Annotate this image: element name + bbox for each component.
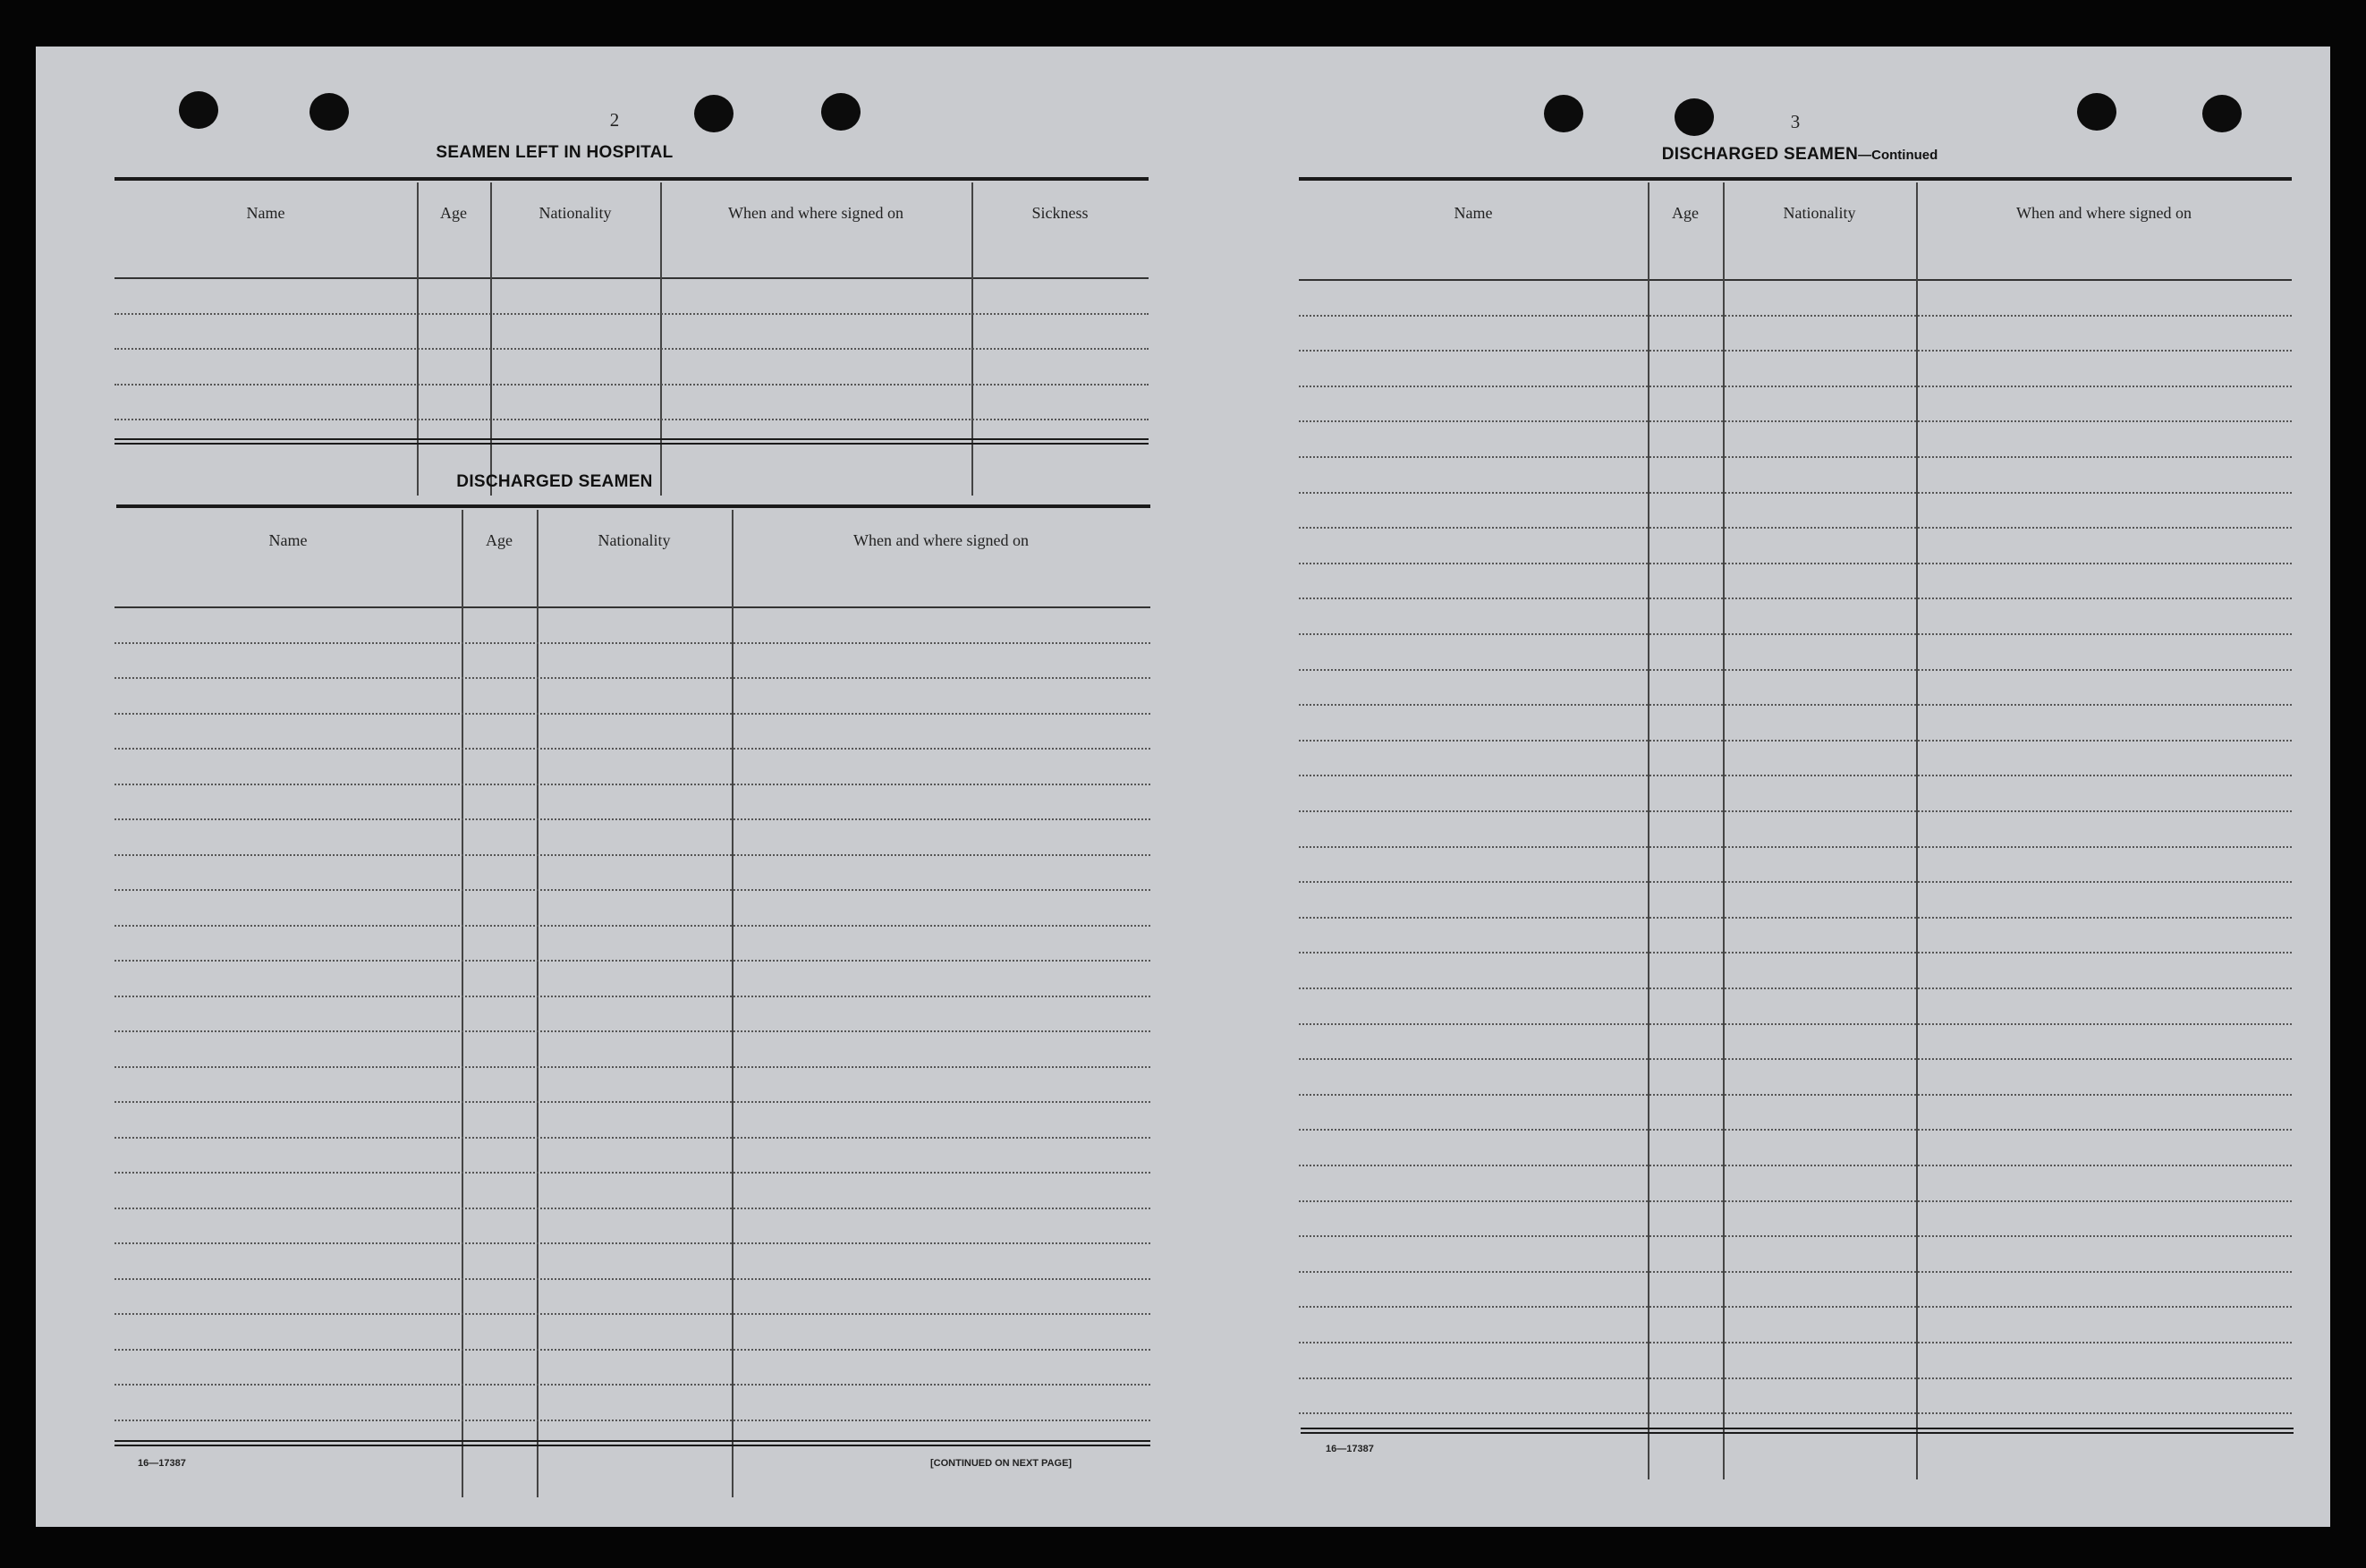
discharged-section-title: DISCHARGED SEAMEN xyxy=(456,472,653,491)
column-rule xyxy=(1723,182,1725,1479)
table-row xyxy=(114,1313,1150,1315)
table-row xyxy=(114,960,1150,962)
table-row xyxy=(114,854,1150,856)
column-header: Age xyxy=(440,204,467,222)
table-row xyxy=(1299,598,2292,599)
table-row xyxy=(1299,669,2292,671)
table-row xyxy=(1299,527,2292,529)
column-rule xyxy=(1648,182,1649,1479)
table-row xyxy=(1299,810,2292,812)
column-header: Name xyxy=(1454,204,1493,222)
column-header: When and where signed on xyxy=(2016,204,2192,222)
table-row xyxy=(1299,704,2292,706)
table-row xyxy=(1299,386,2292,387)
table-row xyxy=(1299,952,2292,954)
table-row xyxy=(1299,740,2292,742)
table-row xyxy=(1299,1165,2292,1166)
hospital-table xyxy=(114,182,1149,496)
table-row xyxy=(114,1384,1150,1386)
table-row xyxy=(1299,1412,2292,1414)
form-number: 16—17387 xyxy=(1326,1444,1374,1454)
table-row xyxy=(1299,1058,2292,1060)
table-row xyxy=(114,384,1149,386)
punch-hole xyxy=(1675,98,1714,136)
table-row xyxy=(114,677,1150,679)
punch-hole xyxy=(2077,93,2116,131)
column-header: Sickness xyxy=(1031,204,1089,222)
column-header: Nationality xyxy=(538,204,612,222)
table-row xyxy=(1299,1235,2292,1237)
bottom-rule xyxy=(1301,1428,2294,1434)
punch-hole xyxy=(310,93,349,131)
table-row xyxy=(1299,315,2292,317)
table-row xyxy=(114,925,1150,927)
title-rule xyxy=(1299,177,2292,181)
discharged-continued-table xyxy=(1299,182,2292,1479)
table-row xyxy=(1299,881,2292,883)
column-header: Nationality xyxy=(598,531,671,549)
punch-hole xyxy=(821,93,861,131)
table-row xyxy=(114,889,1150,891)
title-rule xyxy=(116,504,1150,508)
table-row xyxy=(1299,492,2292,494)
table-row xyxy=(1299,1306,2292,1308)
table-row xyxy=(1299,1129,2292,1131)
continued-note: [CONTINUED ON NEXT PAGE] xyxy=(930,1458,1073,1469)
column-rule xyxy=(417,182,419,496)
punch-hole xyxy=(1544,95,1583,132)
column-rule xyxy=(1916,182,1918,1479)
table-row xyxy=(1299,1377,2292,1379)
table-row xyxy=(114,818,1150,820)
bottom-rule xyxy=(114,1440,1150,1446)
punch-hole xyxy=(2202,95,2242,132)
table-row xyxy=(1299,1094,2292,1096)
table-row xyxy=(1299,1200,2292,1202)
column-rule xyxy=(490,182,492,496)
hospital-section-title: SEAMEN LEFT IN HOSPITAL xyxy=(436,143,674,162)
table-row xyxy=(114,996,1150,997)
column-rule xyxy=(971,182,973,496)
title-rule xyxy=(114,177,1149,181)
table-row xyxy=(1299,1342,2292,1343)
table-row xyxy=(1299,563,2292,564)
table-row xyxy=(114,1101,1150,1103)
table-row xyxy=(114,1208,1150,1209)
column-header: Nationality xyxy=(1783,204,1856,222)
page-number: 2 xyxy=(609,109,620,131)
column-rule xyxy=(660,182,662,496)
table-row xyxy=(1299,846,2292,848)
header-rule xyxy=(114,606,1150,608)
section-divider xyxy=(114,438,1149,445)
table-row xyxy=(114,1137,1150,1139)
column-header: Name xyxy=(268,531,308,549)
right-page xyxy=(1183,47,2330,1527)
table-row xyxy=(114,1030,1150,1032)
table-row xyxy=(114,313,1149,315)
table-row xyxy=(1299,350,2292,352)
table-row xyxy=(1299,1023,2292,1025)
table-row xyxy=(114,1420,1150,1421)
table-row xyxy=(1299,775,2292,776)
column-header: Name xyxy=(246,204,285,222)
table-row xyxy=(114,713,1150,715)
table-row xyxy=(114,1349,1150,1351)
title-suffix: —Continued xyxy=(1858,148,1938,163)
discharged-continued-title xyxy=(1558,145,2041,165)
table-row xyxy=(1299,456,2292,458)
table-row xyxy=(114,748,1150,750)
table-row xyxy=(114,348,1149,350)
page-number: 3 xyxy=(1790,111,1801,132)
table-row xyxy=(114,1278,1150,1280)
punch-hole xyxy=(179,91,218,129)
column-header: When and where signed on xyxy=(728,204,903,222)
table-row xyxy=(1299,987,2292,989)
table-row xyxy=(114,784,1150,785)
left-page xyxy=(36,47,1181,1527)
table-row xyxy=(114,419,1149,420)
header-rule xyxy=(114,277,1149,279)
table-row xyxy=(1299,420,2292,422)
form-sheet xyxy=(36,47,2330,1527)
punch-hole xyxy=(694,95,734,132)
table-row xyxy=(114,1172,1150,1174)
header-rule xyxy=(1299,279,2292,281)
discharged-table xyxy=(114,510,1150,1503)
table-row xyxy=(1299,917,2292,919)
title-text: DISCHARGED SEAMEN xyxy=(1661,145,1859,164)
table-row xyxy=(1299,633,2292,635)
column-header: Age xyxy=(1672,204,1699,222)
column-header: When and where signed on xyxy=(853,531,1029,549)
table-row xyxy=(114,1242,1150,1244)
table-row xyxy=(114,1066,1150,1068)
form-number: 16—17387 xyxy=(138,1458,186,1469)
table-row xyxy=(114,642,1150,644)
table-row xyxy=(1299,1271,2292,1273)
column-header: Age xyxy=(486,531,513,549)
